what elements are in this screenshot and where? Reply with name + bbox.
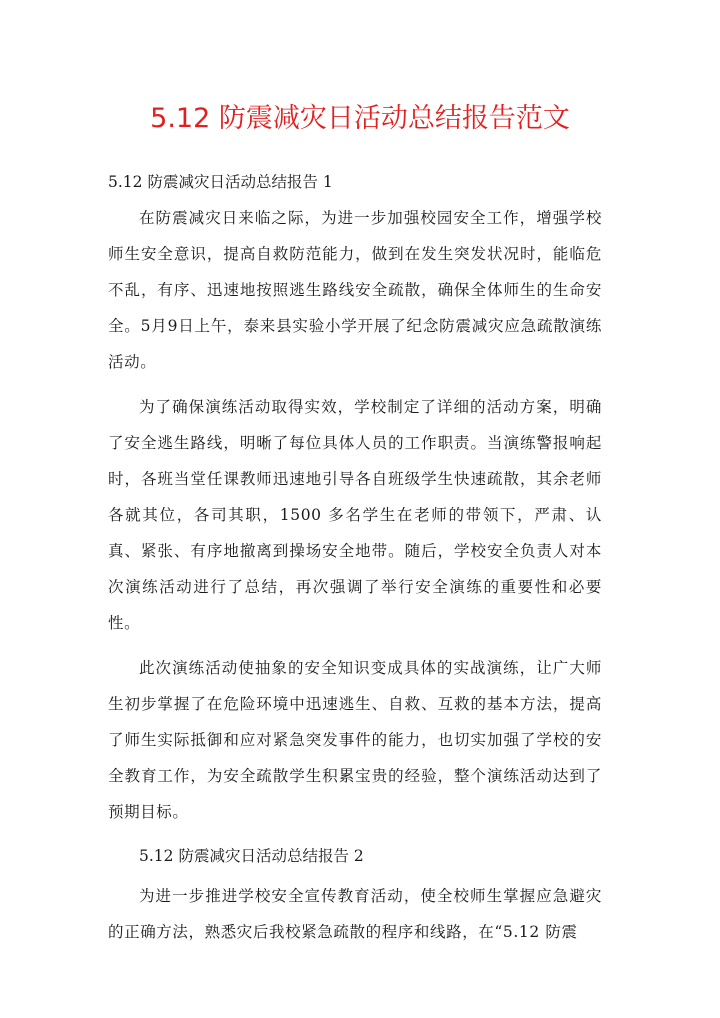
- section-1-paragraph-3: 此次演练活动使抽象的安全知识变成具体的实战演练，让广大师生初步掌握了在危险环境中迅速逃生、自救、互救的基本方法，提高了师生实际抵御和应对紧急突发事件的能力，也切实加强了学校的安全教育工作，为安全疏散学生积累宝贵的经验，整个演练活动达到了预期目标。: [108, 659, 602, 821]
- document-title: 5.12 防震减灾日活动总结报告范文: [150, 103, 570, 134]
- section-1-heading: 5.12 防震减灾日活动总结报告 1: [108, 173, 333, 191]
- section-2-paragraph-1: 为进一步推进学校安全宣传教育活动，使全校师生掌握应急避灾的正确方法，熟悉灾后我校紧急疏散的程序和线路，在“5.12 防震: [108, 887, 602, 941]
- section-1-paragraph-1: 在防震减灾日来临之际，为进一步加强校园安全工作，增强学校师生安全意识，提高自救防范能力，做到在发生突发状况时，能临危不乱，有序、迅速地按照逃生路线安全疏散，确保全体师生的生命安全。5月9日上午，泰来县实验小学开展了纪念防震减灾应急疏散演练活动。: [108, 209, 602, 371]
- section-2-heading: 5.12 防震减灾日活动总结报告 2: [139, 847, 364, 865]
- section-1-paragraph-2: 为了确保演练活动取得实效，学校制定了详细的活动方案，明确了安全逃生路线，明晰了每位具体人员的工作职责。当演练警报响起时，各班当堂任课教师迅速地引导各自班级学生快速疏散，其余老师各就其位，各司其职，1500 多名学生在老师的带领下，严肃、认真、紧张、有序地撤离到操场安全地带。随后，学校安全负责人对本次演练活动进行了总结，再次强调了举行安全演练的重要性和必要性。: [108, 398, 602, 632]
